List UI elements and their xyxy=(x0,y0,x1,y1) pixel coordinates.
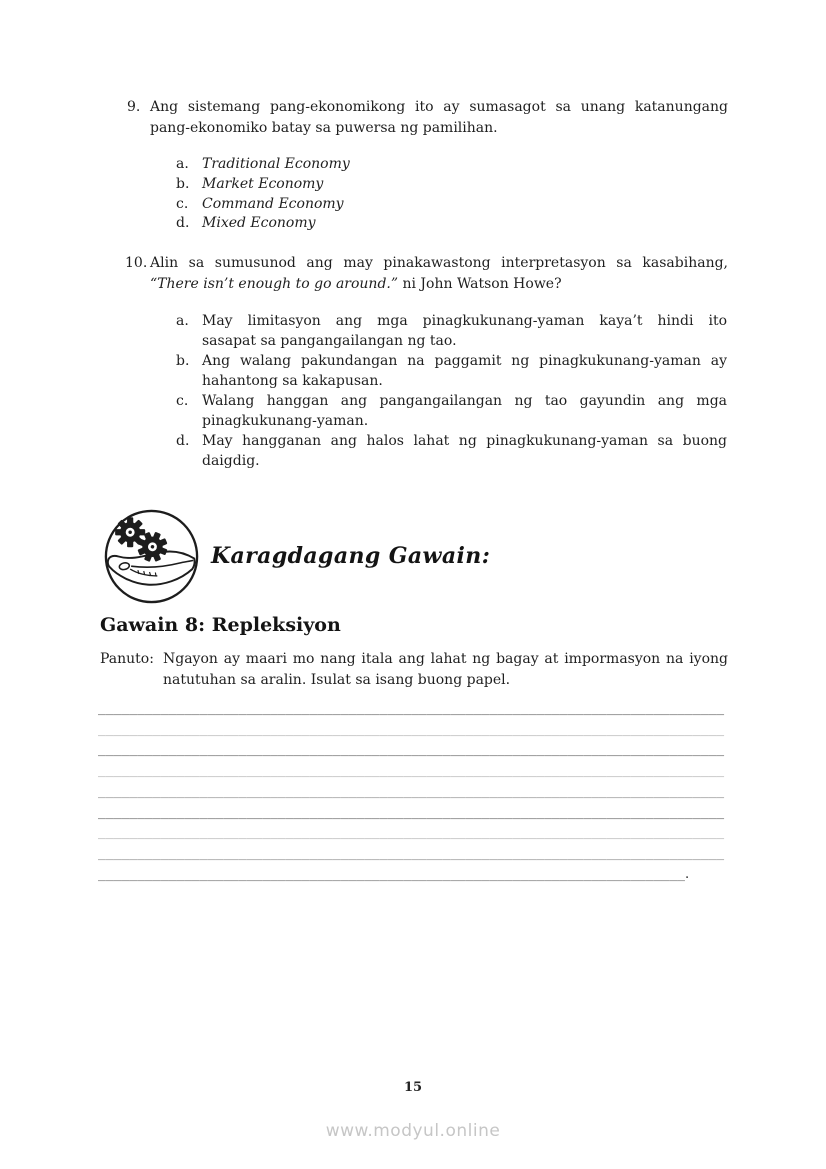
answer-line: ________________________________________________________________________________ xyxy=(98,742,725,758)
answer-lines xyxy=(98,699,730,885)
option-row xyxy=(176,155,596,175)
option-text: Market Economy xyxy=(202,175,324,192)
answer-line: ________________________________________________________________________________ xyxy=(98,804,725,820)
question-10-quote: “There isn’t enough to go around.” xyxy=(150,275,399,292)
option-letter: c. xyxy=(176,195,189,212)
question-9-line: Ang sistemang pang-ekonomikong ito ay sumasagot sa unang katanungang xyxy=(150,99,728,115)
question-9 xyxy=(100,97,728,139)
question-10 xyxy=(100,253,728,295)
section-heading: Karagdagang Gawain: xyxy=(211,543,491,569)
instruction-line: Ngayon ay maari mo nang itala ang lahat ng bagay at impormasyon na iyong xyxy=(163,651,728,667)
option-letter: d. xyxy=(176,433,190,449)
answer-line: ________________________________________________________________________________ xyxy=(98,763,725,779)
option-letter: d. xyxy=(176,215,190,232)
option-letter: a. xyxy=(176,156,189,172)
answer-line: ________________________________________________________________________________ xyxy=(98,825,725,841)
option-letter: a. xyxy=(176,313,189,329)
option-letter: c. xyxy=(176,393,189,409)
option-text-line: daigdig. xyxy=(202,453,260,469)
option-row xyxy=(176,431,727,471)
option-text-line: Walang hanggan ang pangangailangan ng tao gayundin ang mga xyxy=(202,393,727,409)
option-text: Mixed Economy xyxy=(202,215,316,232)
option-row xyxy=(176,311,727,351)
answer-line-period: . xyxy=(685,866,690,882)
question-10-line: Alin sa sumusunod ang may pinakawastong interpretasyon sa kasabihang, xyxy=(150,255,728,271)
question-10-quote-attribution: ni John Watson Howe? xyxy=(398,275,562,292)
option-row xyxy=(176,175,596,195)
option-text: Traditional Economy xyxy=(202,156,350,172)
instruction-label: Panuto: xyxy=(100,651,154,667)
option-text-line: May limitasyon ang mga pinagkukunang-yaman kaya’t hindi ito xyxy=(202,313,727,329)
page-number: 15 xyxy=(403,1080,423,1095)
question-10-number: 10. xyxy=(125,255,148,271)
option-text-line: pinagkukunang-yaman. xyxy=(202,413,369,429)
question-9-line: pang-ekonomiko batay sa puwersa ng pamilihan. xyxy=(150,120,498,136)
option-letter: b. xyxy=(176,353,190,369)
watermark: www.modyul.online xyxy=(325,1121,501,1141)
option-text-line: Ang walang pakundangan na paggamit ng pinagkukunang-yaman ay xyxy=(202,353,727,369)
answer-line: ________________________________________________________________________________ xyxy=(98,846,725,862)
question-10-options xyxy=(176,311,727,471)
activity-title: Gawain 8: Repleksiyon xyxy=(100,614,341,636)
option-row xyxy=(176,351,727,391)
option-text-line: May hangganan ang halos lahat ng pinagkukunang-yaman sa buong xyxy=(202,433,727,449)
answer-line-rule: ___________________________________________________________________________ xyxy=(98,866,685,882)
option-letter: b. xyxy=(176,175,190,192)
hand-with-gears-icon xyxy=(103,508,200,605)
option-row xyxy=(176,195,596,215)
option-text: Command Economy xyxy=(202,195,344,212)
question-9-number: 9. xyxy=(127,99,141,115)
answer-line: ________________________________________________________________________________ xyxy=(98,783,725,799)
option-row xyxy=(176,391,727,431)
option-text-line: hahantong sa kakapusan. xyxy=(202,373,383,389)
option-row xyxy=(176,214,596,234)
section-icon xyxy=(103,508,200,605)
question-10-line xyxy=(150,274,728,295)
instruction xyxy=(100,649,728,691)
question-9-options xyxy=(176,155,596,234)
option-text-line: sasapat sa pangangailangan ng tao. xyxy=(202,333,457,349)
instruction-line: natutuhan sa aralin. Isulat sa isang buong papel. xyxy=(163,672,511,688)
answer-line: ________________________________________________________________________________ xyxy=(98,701,725,716)
answer-line: ________________________________________________________________________________ xyxy=(98,721,725,737)
answer-line xyxy=(98,865,730,886)
